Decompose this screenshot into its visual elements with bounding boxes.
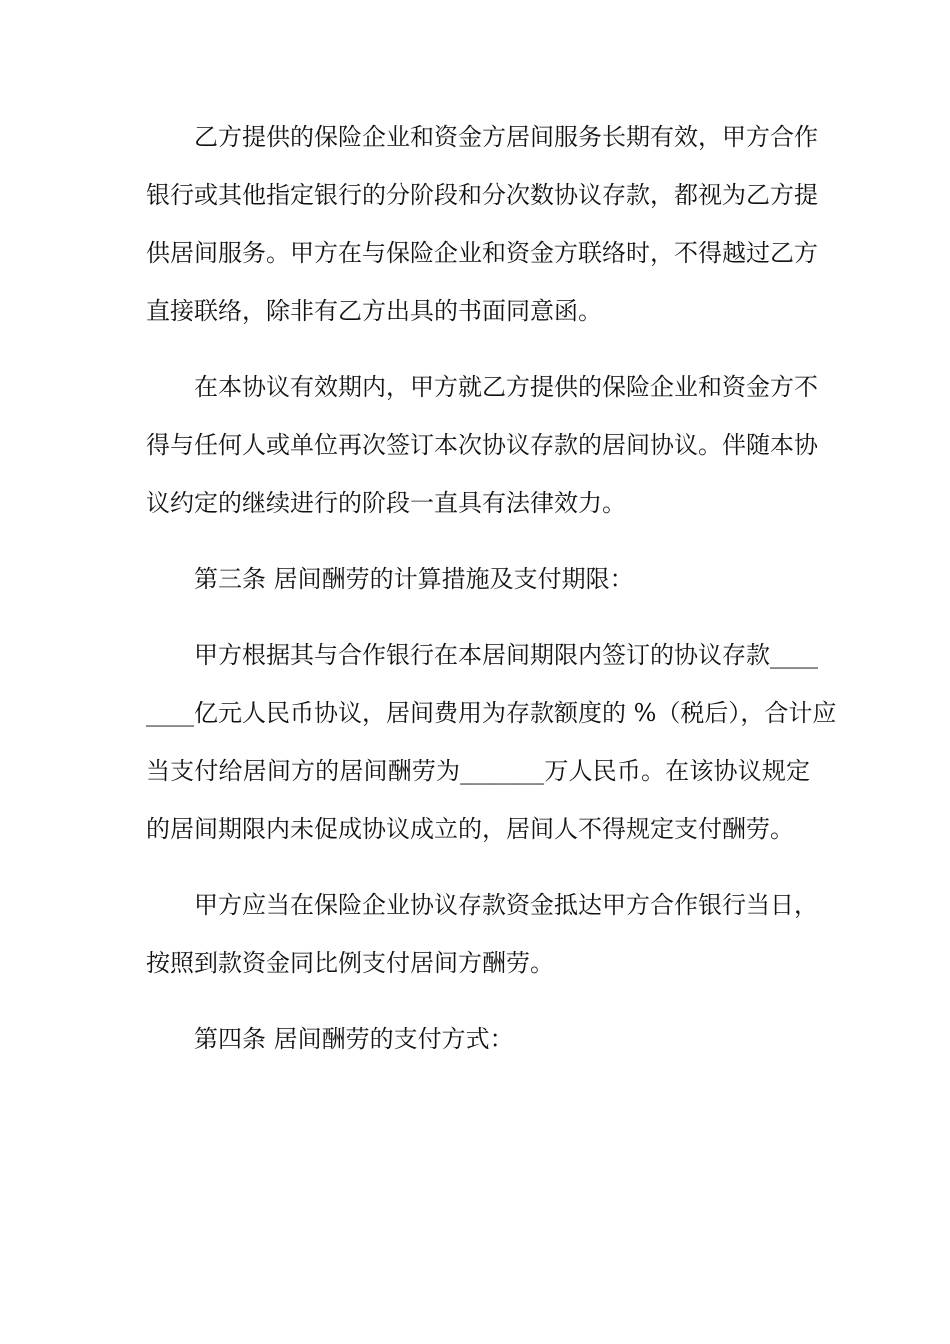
paragraph-2-line-1: 在本协议有效期内，甲方就乙方提供的保险企业和资金方不 [194, 373, 818, 401]
paragraph-5-line-1: 甲方应当在保险企业协议存款资金抵达甲方合作银行当日， [194, 891, 818, 919]
paragraph-4-line-4: 的居间期限内未促成协议成立的，居间人不得规定支付酬劳。 [146, 815, 794, 843]
paragraph-4-line-1: 甲方根据其与合作银行在本居间期限内签订的协议存款____ [194, 641, 818, 669]
paragraph-1-line-3: 供居间服务。甲方在与保险企业和资金方联络时，不得越过乙方 [146, 239, 818, 267]
paragraph-4-line-3: 当支付给居间方的居间酬劳为_______万人民币。在该协议规定 [146, 757, 810, 785]
paragraph-5-line-2: 按照到款资金同比例支付居间方酬劳。 [146, 949, 554, 977]
article-4-heading: 第四条 居间酬劳的支付方式： [194, 1025, 514, 1053]
article-3-heading: 第三条 居间酬劳的计算措施及支付期限： [194, 565, 634, 593]
paragraph-2-line-3: 议约定的继续进行的阶段一直具有法律效力。 [146, 489, 626, 517]
paragraph-2-line-2: 得与任何人或单位再次签订本次协议存款的居间协议。伴随本协 [146, 431, 818, 459]
paragraph-1-line-1: 乙方提供的保险企业和资金方居间服务长期有效，甲方合作 [194, 123, 818, 151]
paragraph-1-line-2: 银行或其他指定银行的分阶段和分次数协议存款，都视为乙方提 [146, 181, 818, 209]
paragraph-4-line-2: ____亿元人民币协议，居间费用为存款额度的 %（税后），合计应 [146, 699, 837, 727]
paragraph-1-line-4: 直接联络，除非有乙方出具的书面同意函。 [146, 297, 602, 325]
